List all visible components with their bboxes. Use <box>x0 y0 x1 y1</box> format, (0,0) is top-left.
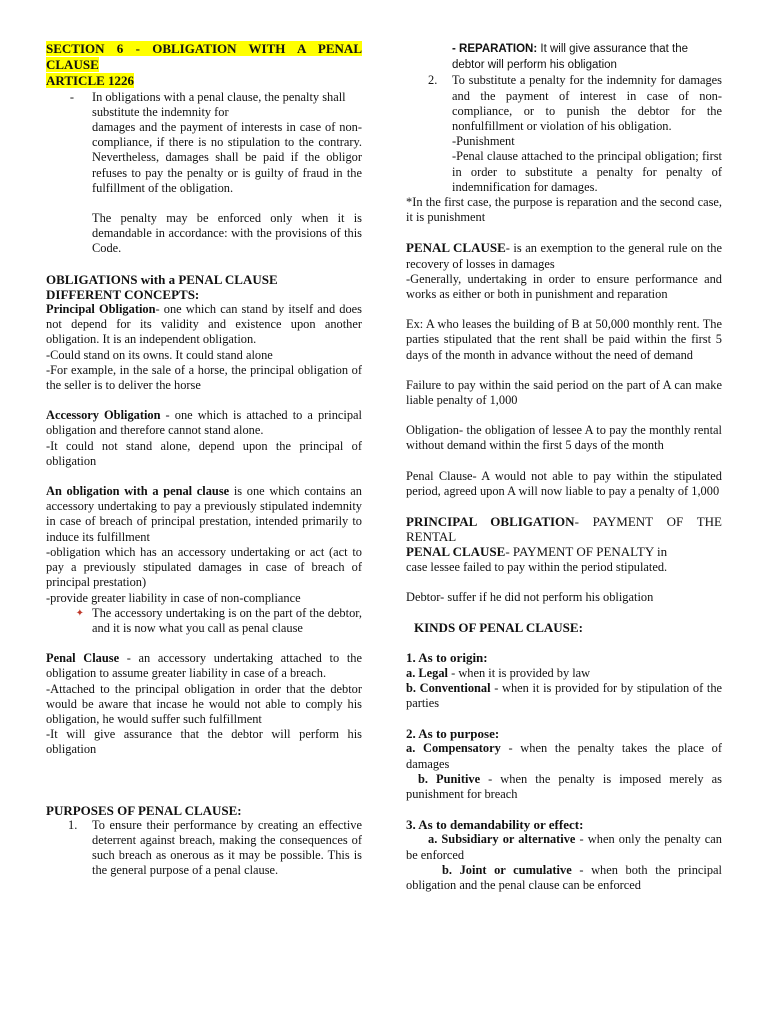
kind-joint: b. Joint or cumulative - when both the principal obligation and the penal clause can be enforced <box>406 862 722 892</box>
origin-heading: 1. As to origin: <box>406 650 488 666</box>
example-lease: Ex: A who leases the building of B at 50,000 monthly rent. The parties stipulated that the rent shall be paid within the first 5 days of the month in advance without the need of demand <box>406 317 722 362</box>
demand-heading: 3. As to demandability or effect: <box>406 817 584 833</box>
penal-clause-general: -Generally, undertaking in order to ensure performance and works as either or both in punishment and reparation <box>406 271 722 302</box>
kind-punitive: b. Punitive - when the penalty is imposed merely as punishment for breach <box>406 771 722 801</box>
penal-clause-note2: -It will give assurance that the debtor will perform his obligation <box>46 727 362 757</box>
bullet-icon: ✦ <box>75 607 84 619</box>
penal-obligation-bullet-text: The accessory undertaking is on the part of the debtor, and it is now what you call as penal clause <box>92 605 362 635</box>
purpose-item-1 <box>46 818 362 879</box>
penal-clause-exemption: PENAL CLAUSE- is an exemption to the general rule on the recovery of losses in damages <box>406 240 722 271</box>
kind-conventional: b. Conventional - when it is provided for by stipulation of the parties <box>406 680 723 710</box>
penal-obligation-def: An obligation with a penal clause is one which contains an accessory undertaking to pay a previously stipulated indemnity in case of breach of principal prestation, intended primarily to induce its fulfillment <box>46 484 362 544</box>
reparation-note: - REPARATION: It will give assurance that the debtor will perform his obligation <box>452 43 689 72</box>
principal-obligation-line: PRINCIPAL OBLIGATION- PAYMENT OF THE RENTAL <box>406 514 722 545</box>
penal-clause-note1: -Attached to the principal obligation in order that the debtor would be aware that incase he would not able to comply his obligation, he would suffer such fulfillment <box>46 681 362 726</box>
right-column <box>406 41 722 893</box>
purposes-heading: PURPOSES OF PENAL CLAUSE: <box>46 802 242 818</box>
purpose2-note2: -Penal clause attached to the principal obligation; first in order to substitute a penalty for penalty of indemnification for damages. <box>452 149 722 194</box>
article-number: ARTICLE 1226 <box>46 73 135 89</box>
kind-subsidiary: a. Subsidiary or alternative - when only the penalty can be enforced <box>406 832 722 862</box>
purpose-summary: *In the first case, the purpose is reparation and the second case, it is punishment <box>406 195 722 225</box>
accessory-obligation-note: -It could not stand alone, depend upon the principal of obligation <box>46 438 362 468</box>
example-obligation: Obligation- the obligation of lessee A to pay the monthly rental without demand within the first 5 days of the month <box>406 423 722 453</box>
article-text-rest: damages and the payment of interests in case of non-compliance, if there is no stipulation to the contrary. Nevertheless, damages shall be paid if the obligor refuses to pay the penalty or is guilty of fraud in the fulfillment of the obligation. <box>92 120 362 195</box>
example-failure: Failure to pay within the said period on the part of A can make liable penalty of 1,000 <box>406 377 722 408</box>
purpose-number: 1. <box>68 817 78 832</box>
kind-legal: a. Legal - when it is provided by law <box>406 665 591 680</box>
principal-obligation-def: Principal Obligation- one which can stand by itself and does not depend for its validity and existence upon another obligation. It is an independent obligation. <box>46 302 362 347</box>
example-penal-clause: Penal Clause- A would not able to pay within the stipulated period, agreed upon A will now liable to pay a penalty of 1,000 <box>406 468 722 498</box>
principal-obligation-note1: -Could stand on its owns. It could stand alone <box>46 347 273 362</box>
left-column <box>46 41 362 879</box>
purpose2-note1: -Punishment <box>452 134 515 149</box>
dash-marker: - <box>69 89 75 104</box>
penal-obligation-note2: -provide greater liability in case of non-compliance <box>46 590 301 605</box>
section-title <box>46 41 362 73</box>
purpose-item-2 <box>406 73 722 134</box>
penal-clause-line: PENAL CLAUSE- PAYMENT OF PENALTY in <box>406 544 668 560</box>
concepts-heading-line1: OBLIGATIONS with a PENAL CLAUSE <box>46 271 278 287</box>
article-text-enforce: The penalty may be enforced only when it is demandable in accordance: with the provisions of this Code. <box>92 211 362 256</box>
purpose-heading: 2. As to purpose: <box>406 726 500 742</box>
penal-obligation-bullet <box>46 606 362 636</box>
article-paragraph <box>46 90 362 120</box>
kinds-heading: KINDS OF PENAL CLAUSE: <box>414 620 583 636</box>
purpose-text: To ensure their performance by creating an effective deterrent against breach, making the consequences of such breach as onerous as it may be possible. This is the general purpose of a penal clause. <box>92 817 362 878</box>
principal-obligation-note2: -For example, in the sale of a horse, the principal obligation of the seller is to deliver the horse <box>46 362 362 393</box>
accessory-obligation-def: Accessory Obligation - one which is attached to a principal obligation and therefore cannot stand alone. <box>46 408 362 438</box>
purpose-text: To substitute a penalty for the indemnity for damages and the payment of interest in case of non-compliance, or to punish the debtor for the nonfulfillment or violation of his obligation. <box>452 73 722 134</box>
article-text-first: In obligations with a penal clause, the penalty shall substitute the indemnity for <box>92 89 346 119</box>
penal-clause-def: Penal Clause - an accessory undertaking attached to the obligation to assume greater liability in case of a breach. <box>46 651 362 681</box>
kind-compensatory: a. Compensatory - when the penalty takes the place of damages <box>406 741 722 771</box>
concepts-heading-line2: DIFFERENT CONCEPTS: <box>46 286 200 302</box>
debtor-note: Debtor- suffer if he did not perform his obligation <box>406 589 654 604</box>
section-title-text: SECTION 6 - OBLIGATION WITH A PENAL CLAUSE <box>46 41 362 73</box>
purpose-number: 2. <box>428 73 438 88</box>
penal-clause-line-cont: case lessee failed to pay within the period stipulated. <box>406 559 668 574</box>
penal-obligation-note1: -obligation which has an accessory undertaking or act (act to pay a previously stipulated damages in case of breach of principal prestation) <box>46 544 362 590</box>
